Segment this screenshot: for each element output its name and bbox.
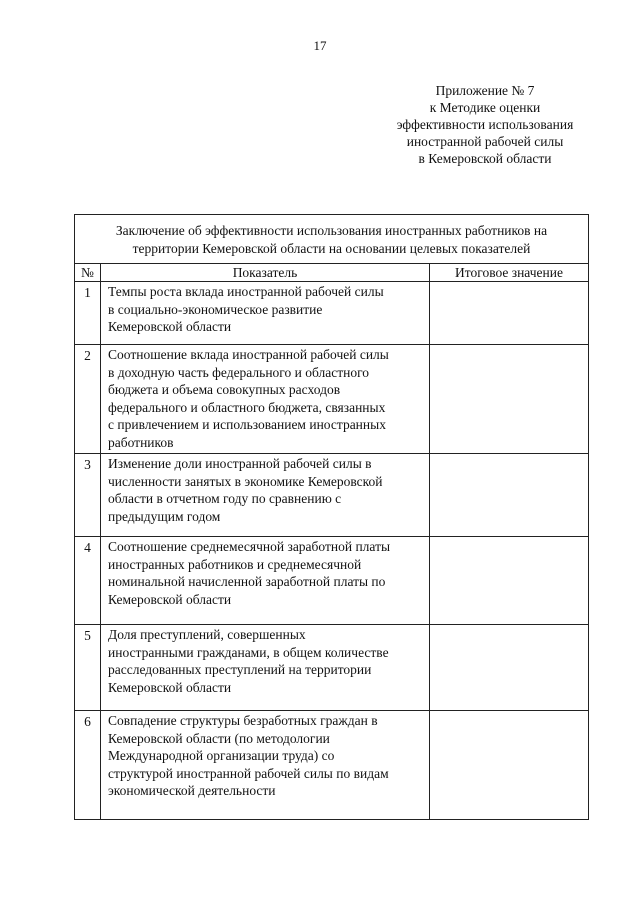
indicator-line: Соотношение среднемесячной заработной платы xyxy=(108,539,391,554)
indicator-line: номинальной начисленной заработной платы по xyxy=(108,574,386,589)
indicator-line: экономической деятельности xyxy=(108,783,276,798)
indicator-line: предыдущим годом xyxy=(108,508,221,524)
indicator-line: в социально-экономическое развитие xyxy=(108,301,323,317)
table-row xyxy=(75,454,589,537)
row-value xyxy=(430,537,589,625)
header-indicator: Показатель xyxy=(101,264,430,282)
row-indicator xyxy=(101,625,430,711)
header-num: № xyxy=(75,264,101,282)
indicator-line: Кемеровской области xyxy=(108,591,232,607)
appendix-line: к Методике оценки xyxy=(429,100,541,115)
indicator-line: Кемеровской области (по методологии xyxy=(108,730,330,746)
table-row xyxy=(75,537,589,625)
row-value xyxy=(430,282,589,345)
appendix-line: в Кемеровской области xyxy=(418,151,552,166)
row-indicator xyxy=(101,711,430,820)
row-number: 6 xyxy=(75,711,101,820)
table-header-row xyxy=(75,264,589,282)
appendix-line: иностранной рабочей силы xyxy=(406,134,564,149)
table-row xyxy=(75,711,589,820)
table-caption xyxy=(75,215,589,264)
row-number: 4 xyxy=(75,537,101,625)
indicator-line: Темпы роста вклада иностранной рабочей силы xyxy=(108,284,384,299)
table-row xyxy=(75,282,589,345)
table-caption-row xyxy=(75,215,589,264)
indicator-line: области в отчетном году по сравнению с xyxy=(108,491,342,506)
indicator-line: Кемеровской области xyxy=(108,319,232,334)
efficiency-table xyxy=(74,214,589,820)
row-indicator xyxy=(101,345,430,454)
indicator-line: структурой иностранной рабочей силы по видам xyxy=(108,765,389,781)
indicator-line: Совпадение структуры безработных граждан в xyxy=(108,713,378,728)
indicator-line: иностранных работников и среднемесячной xyxy=(108,556,362,572)
row-indicator xyxy=(101,282,430,345)
table-caption-line: территории Кемеровской области на основании целевых показателей xyxy=(132,240,531,256)
row-number: 2 xyxy=(75,345,101,454)
row-value xyxy=(430,345,589,454)
indicator-line: численности занятых в экономике Кемеровской xyxy=(108,473,383,489)
row-number: 5 xyxy=(75,625,101,711)
indicator-line: расследованных преступлений на территории xyxy=(108,662,372,677)
indicator-line: с привлечением и использованием иностранных xyxy=(108,417,386,432)
row-value xyxy=(430,454,589,537)
indicator-line: иностранными гражданами, в общем количестве xyxy=(108,644,389,660)
appendix-line: Приложение № 7 xyxy=(435,83,535,98)
appendix-heading xyxy=(370,82,600,167)
indicator-line: Международной организации труда) со xyxy=(108,748,335,763)
indicator-line: работников xyxy=(108,434,174,450)
header-value: Итоговое значение xyxy=(430,264,589,282)
indicator-line: Соотношение вклада иностранной рабочей силы xyxy=(108,347,389,362)
indicator-line: федерального и областного бюджета, связанных xyxy=(108,399,386,415)
row-number: 3 xyxy=(75,454,101,537)
row-indicator xyxy=(101,454,430,537)
row-indicator xyxy=(101,537,430,625)
indicator-line: Доля преступлений, совершенных xyxy=(108,627,306,642)
table-row xyxy=(75,625,589,711)
row-number: 1 xyxy=(75,282,101,345)
indicator-line: Кемеровской области xyxy=(108,679,232,695)
appendix-line: эффективности использования xyxy=(396,117,574,132)
page-number: 17 xyxy=(313,38,327,53)
indicator-line: бюджета и объема совокупных расходов xyxy=(108,382,341,397)
indicator-line: Изменение доли иностранной рабочей силы в xyxy=(108,456,372,471)
table-row xyxy=(75,345,589,454)
indicator-line: в доходную часть федерального и областного xyxy=(108,364,370,380)
row-value xyxy=(430,711,589,820)
table-caption-line: Заключение об эффективности использования иностранных работников на xyxy=(115,223,548,238)
row-value xyxy=(430,625,589,711)
